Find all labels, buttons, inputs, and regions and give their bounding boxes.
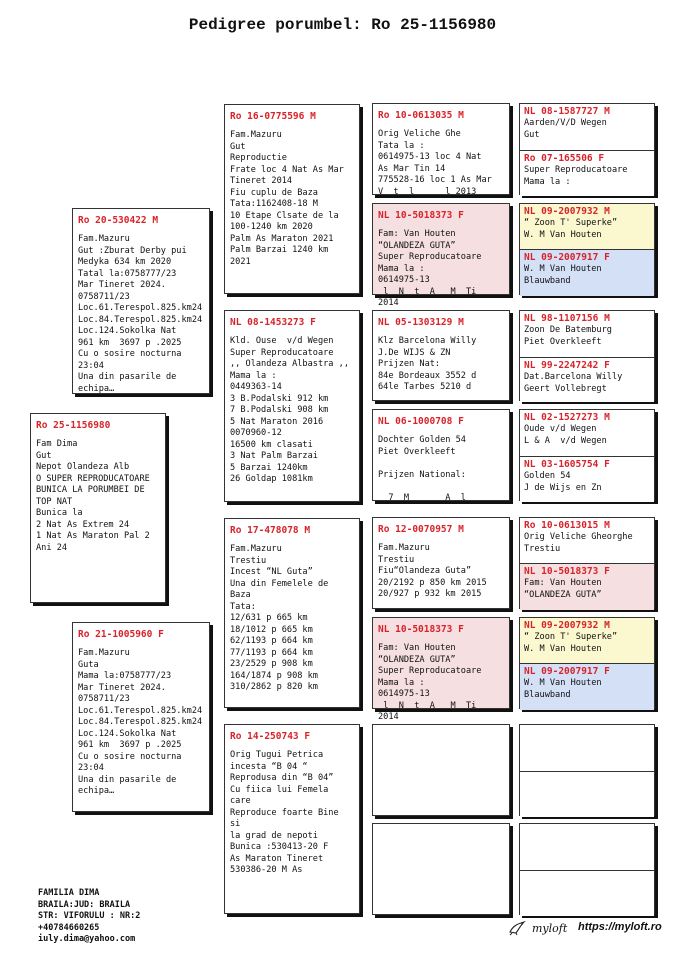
grandparent-card[interactable]: [224, 310, 360, 502]
great-grandparent-text: Dochter Golden 54 Piet Overkleeft Prijzen National: 7 M A l: [378, 435, 466, 503]
subject-ring: Ro 25-1156980: [36, 420, 111, 431]
gggp-text: Oude v/d Wegen L & A v/d Wegen: [524, 424, 607, 446]
gggp-ring: Ro 10-0613015 M: [524, 520, 610, 531]
great-grandparent-card[interactable]: [372, 517, 510, 609]
gggp-sire-cell[interactable]: [520, 204, 654, 249]
great-grandparent-ring: NL 06-1000708 F: [378, 416, 464, 427]
gggp-sire-cell[interactable]: [520, 824, 654, 870]
gggp-text: “ Zoon T' Superke” W. M Van Houten: [524, 632, 618, 654]
gggp-sire-cell[interactable]: [520, 518, 654, 563]
gggp-dam-cell[interactable]: [520, 870, 654, 916]
gggp-dam-cell[interactable]: [520, 249, 654, 296]
gggp-pair-card-empty[interactable]: [519, 823, 655, 915]
gggp-text: W. M Van Houten Blauwband: [524, 264, 602, 286]
great-grandparent-text: Fam.Mazuru Trestiu Fiu“Olandeza Guta” 20/2192 p 850 km 2015 20/927 p 932 km 2015: [378, 543, 487, 599]
gggp-pair-card[interactable]: [519, 517, 655, 609]
gggp-ring: NL 98-1107156 M: [524, 313, 610, 324]
pigeon-logo-icon: [508, 920, 526, 936]
great-grandparent-ring: NL 10-5018373 F: [378, 624, 464, 635]
grandparent-ring: NL 08-1453273 F: [230, 317, 316, 328]
dam-card[interactable]: [72, 622, 210, 812]
gggp-text: Aarden/V/D Wegen Gut: [524, 118, 607, 140]
gggp-ring: NL 99-2247242 F: [524, 360, 610, 371]
gggp-ring: NL 09-2007917 F: [524, 666, 610, 677]
gggp-ring: NL 02-1527273 M: [524, 412, 610, 423]
sire-text: Fam.Mazuru Gut :Zburat Derby pui Medyka 634 km 2020 Tatal la:0758777/23 Mar Tineret 2024. 0758711/23 Loc.61.Terespol.825.km24 Loc.84.Terespol.825.km24 Loc.124.Sokolka Nat 961 km 3697 p .2025 Cu o sosire nocturna 23:04 Una din pasarile de echipa…: [78, 234, 203, 394]
sire-card[interactable]: [72, 208, 210, 394]
great-grandparent-card-empty[interactable]: [372, 823, 510, 915]
gggp-ring: NL 08-1587727 M: [524, 106, 610, 117]
grandparent-text: Kld. Ouse v/d Wegen Super Reproducatoare ,, Olandeza Albastra ,, Mama la : 0449363-14 3 B.Podalski 912 km 7 B.Podalski 908 km 5 Nat Maraton 2016 0070960-12 16500 km clasati 3 Nat Palm Barzai 5 Barzai 1240km 26 Goldap 1081km: [230, 336, 349, 484]
gggp-sire-cell[interactable]: [520, 311, 654, 357]
grandparent-card[interactable]: [224, 104, 360, 294]
gggp-sire-cell[interactable]: [520, 104, 654, 150]
great-grandparent-text: Fam: Van Houten “OLANDEZA GUTA” Super Reproducatoare Mama la : 0614975-13 l N t A M Ti 2014: [378, 229, 482, 308]
great-grandparent-ring: Ro 10-0613035 M: [378, 110, 464, 121]
gggp-dam-cell[interactable]: [520, 563, 654, 610]
gggp-sire-cell[interactable]: [520, 410, 654, 456]
gggp-pair-card-empty[interactable]: [519, 724, 655, 816]
grandparent-ring: Ro 14-250743 F: [230, 731, 311, 742]
gggp-sire-cell[interactable]: [520, 618, 654, 663]
gggp-dam-cell[interactable]: [520, 357, 654, 402]
gggp-text: Super Reproducatoare Mama la :: [524, 165, 628, 187]
gggp-sire-cell[interactable]: [520, 725, 654, 771]
great-grandparent-card[interactable]: [372, 103, 510, 195]
subject-card[interactable]: [30, 413, 166, 603]
gggp-pair-card[interactable]: [519, 103, 655, 195]
gggp-dam-cell[interactable]: [520, 456, 654, 502]
grandparent-ring: Ro 17-478078 M: [230, 525, 311, 536]
gggp-text: Fam: Van Houten “OLANDEZA GUTA”: [524, 578, 602, 600]
gggp-ring: NL 03-1605754 F: [524, 459, 610, 470]
great-grandparent-card[interactable]: [372, 617, 510, 722]
gggp-text: Zoon De Batemburg Piet Overkleeft: [524, 325, 612, 347]
gggp-pair-card[interactable]: [519, 310, 655, 401]
gggp-dam-cell[interactable]: [520, 771, 654, 817]
gggp-ring: Ro 07-165506 F: [524, 153, 605, 164]
gggp-ring: NL 10-5018373 F: [524, 566, 610, 577]
logo-text: myloft: [532, 921, 568, 935]
great-grandparent-ring: NL 05-1303129 M: [378, 317, 464, 328]
subject-text: Fam Dima Gut Nepot Olandeza Alb O SUPER REPRODUCATOARE BUNICA LA PORUMBEI DE TOP NAT Bunica la 2 Nat As Extrem 24 1 Nat As Maraton Pal 2 Ani 24: [36, 439, 150, 553]
gggp-ring: NL 09-2007932 M: [524, 620, 610, 631]
gggp-text: W. M Van Houten Blauwband: [524, 678, 602, 700]
myloft-logo[interactable]: [508, 920, 567, 936]
website-link[interactable]: https://myloft.ro: [578, 921, 662, 933]
great-grandparent-card[interactable]: [372, 409, 510, 501]
gggp-text: Orig Veliche Gheorghe Trestiu: [524, 532, 633, 554]
grandparent-card[interactable]: [224, 724, 360, 914]
grandparent-card[interactable]: [224, 518, 360, 708]
great-grandparent-card[interactable]: [372, 203, 510, 308]
gggp-pair-card[interactable]: [519, 409, 655, 501]
grandparent-text: Fam.Mazuru Gut Reproductie Frate loc 4 Nat As Mar Tineret 2014 Fiu cuplu de Baza Tata:1162408-18 M 10 Etape Clsate de la 100-1240 km 2020 Palm As Maraton 2021 Palm Barzai 1240 km 2021: [230, 130, 344, 267]
great-grandparent-ring: Ro 12-0070957 M: [378, 524, 464, 535]
gggp-text: “ Zoon T' Superke” W. M Van Houten: [524, 218, 618, 240]
gggp-dam-cell[interactable]: [520, 663, 654, 710]
grandparent-ring: Ro 16-0775596 M: [230, 111, 316, 122]
dam-text: Fam.Mazuru Guta Mama la:0758777/23 Mar Tineret 2024. 0758711/23 Loc.61.Terespol.825.km24 Loc.84.Terespol.825.km24 Loc.124.Sokolka Nat 961 km 3697 p .2025 Cu o sosire nocturna 23:04 Una din pasarile de echipa…: [78, 648, 203, 796]
sire-ring: Ro 20-530422 M: [78, 215, 159, 226]
great-grandparent-card-empty[interactable]: [372, 724, 510, 816]
great-grandparent-card[interactable]: [372, 310, 510, 401]
great-grandparent-text: Orig Veliche Ghe Tata la : 0614975-13 loc 4 Nat As Mar Tin 14 775528-16 loc 1 As Mar V t l l 2013: [378, 129, 492, 197]
page-title: Pedigree porumbel: Ro 25-1156980: [188, 16, 497, 34]
gggp-text: Dat.Barcelona Willy Geert Vollebregt: [524, 372, 623, 394]
great-grandparent-text: Fam: Van Houten “OLANDEZA GUTA” Super Reproducatoare Mama la : 0614975-13 l N t A M Ti 2014: [378, 643, 482, 722]
gggp-pair-card[interactable]: [519, 203, 655, 295]
owner-contact: FAMILIA DIMA BRAILA:JUD: BRAILA STR: VIFORULU : NR:2 +40784660265 iuly.dima@yahoo.com: [38, 888, 141, 944]
grandparent-text: Fam.Mazuru Trestiu Incest “NL Guta” Una din Femelele de Baza Tata: 12/631 p 665 km 18/1012 p 665 km 62/1193 p 664 km 77/1193 p 664 km 23/2529 p 908 km 164/1874 p 908 km 310/2862 p 820 km: [230, 544, 329, 692]
gggp-dam-cell[interactable]: [520, 150, 654, 196]
gggp-ring: NL 09-2007932 M: [524, 206, 610, 217]
grandparent-text: Orig Tugui Petrica incesta “B 04 “ Reprodusa din “B 04” Cu fiica lui Femela care Reproduce foarte Bine si la grad de nepoti Bunica :530413-20 F As Maraton Tineret 530386-20 M As: [230, 750, 339, 875]
gggp-text: Golden 54 J de Wijs en Zn: [524, 471, 602, 493]
great-grandparent-text: Klz Barcelona Willy J.De WIJS & ZN Prijzen Nat: 84e Bordeaux 3552 d 64le Tarbes 5210 d: [378, 336, 477, 392]
dam-ring: Ro 21-1005960 F: [78, 629, 164, 640]
gggp-pair-card[interactable]: [519, 617, 655, 709]
gggp-ring: NL 09-2007917 F: [524, 252, 610, 263]
great-grandparent-ring: NL 10-5018373 F: [378, 210, 464, 221]
